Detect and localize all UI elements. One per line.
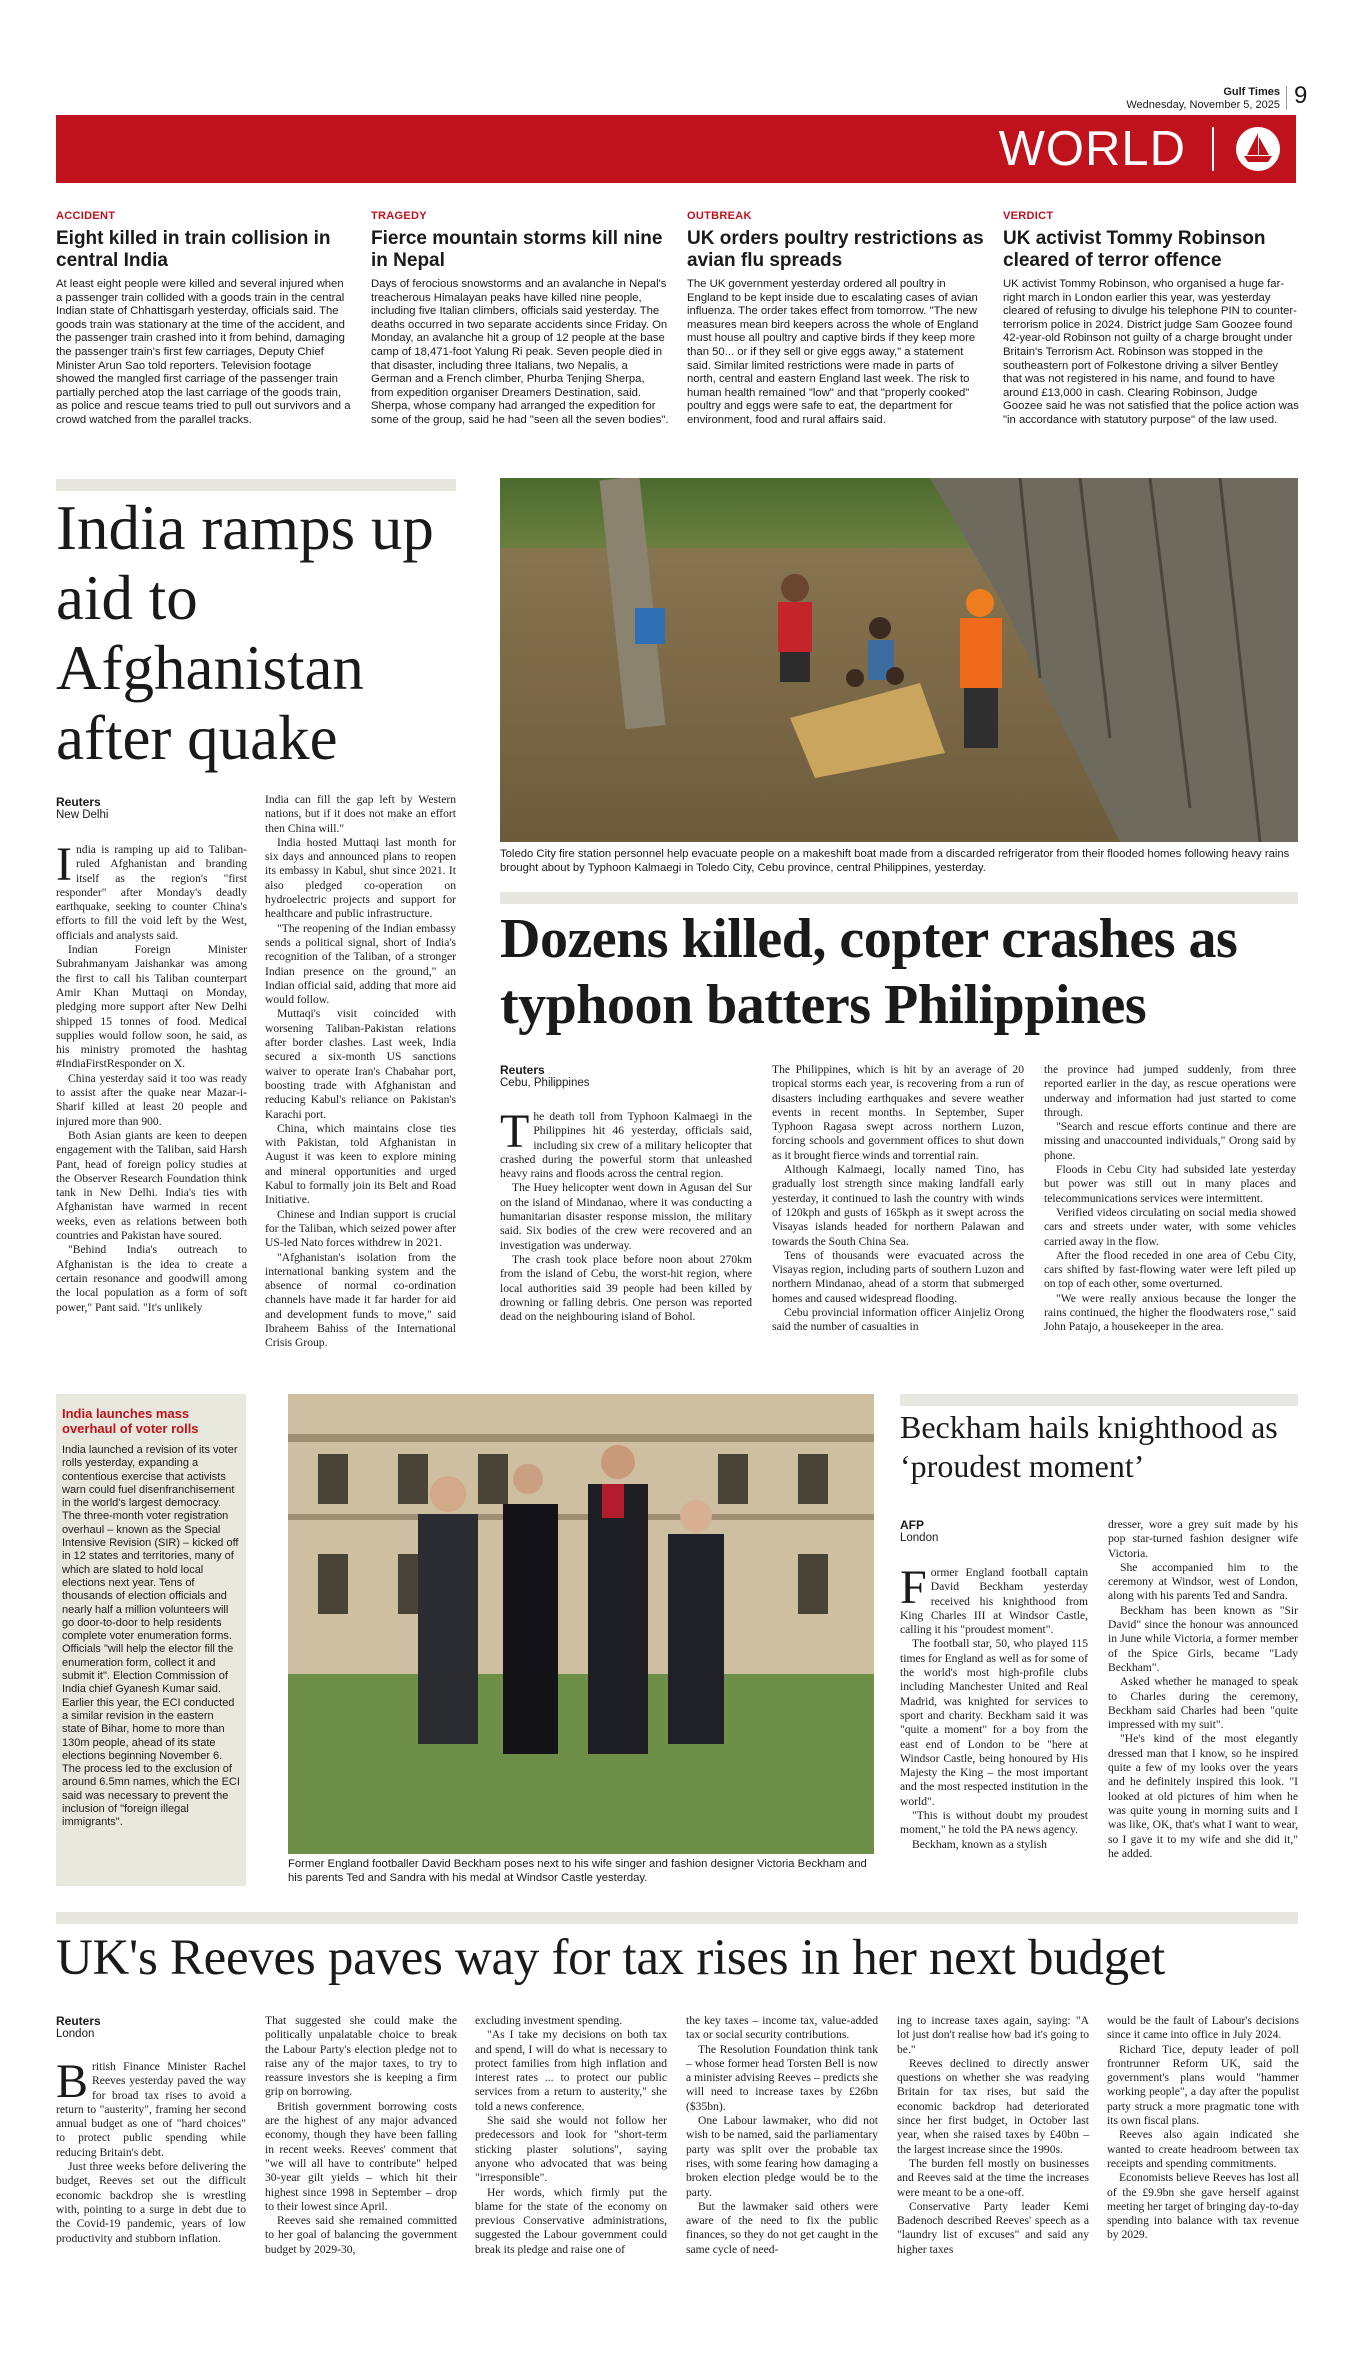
issue-date: Wednesday, November 5, 2025 (1126, 99, 1280, 111)
paragraph: Chinese and Indian support is crucial for the Taliban, which seized power after US-led Nato forces withdrew in 2021. (265, 1207, 456, 1250)
reeves-column-1 (56, 2055, 246, 2246)
dateline: Cebu, Philippines (500, 1077, 590, 1089)
page-number: 9 (1294, 82, 1308, 109)
paragraph: "Afghanistan's isolation from the international banking system and the absence of normal co-ordination channels have made it far harder for aid and development funds to move," said Ibraheem Bahiss of the International Crisis Group. (265, 1250, 456, 1350)
banner-divider (1212, 127, 1214, 171)
paragraph: But the lawmaker said others were aware of the need to fix the public finances, so they do not get caught in the same cycle of need- (686, 2199, 878, 2256)
paragraph: "Search and rescue efforts continue and there are missing and unaccounted individuals," Orong said by phone. (1044, 1120, 1296, 1162)
brief-headline: Fierce mountain storms kill nine in Nepal (371, 228, 663, 271)
paragraph: British Finance Minister Rachel Reeves yesterday paved the way for broad tax rises to avoid a return to "austerity", framing her second annual budget as one of "hard choices" to protect public spending while reducing Britain's debt. (56, 2055, 246, 2159)
agency: AFP (900, 1518, 924, 1532)
brief-body: Days of ferocious snowstorms and an avalanche in Nepal's treacherous Himalayan peaks have killed nine people, including five Italian climbers, officials said yesterday. The deaths occurred in two separate accidents since Friday. On Monday, an avalanche hit a group of 12 people at the base camp of 18,471-foot Yalung Ri peak. Seven people died in that disaster, including three Italians, two Nepalis, a German and a French climber, Phurba Tenjing Sherpa, from expedition organiser Dreamers Destination, said. Sherpa, whose company had arranged the expedition for some of the group, said he had "seen all the seven bodies". (371, 278, 669, 426)
paragraph: China yesterday said it too was ready to assist after the quake near Mazar-i-Sharif killed at least 20 people and injured more than 900. (56, 1071, 247, 1128)
masthead-divider (1286, 86, 1287, 110)
paragraph: Economists believe Reeves has lost all of the £9.9bn she gave herself against meeting her target of bringing day-to-day spending into balance with tax revenue by 2029. (1107, 2171, 1299, 2242)
paragraph: British government borrowing costs are the highest of any major advanced economy, though they have been falling in recent weeks. Reeves' comment that "we will all have to contribute" helped 30-year gilt yields – which hit their highest since 1998 in September – drop to their lowest since April. (265, 2099, 457, 2213)
brief-accident (56, 210, 351, 428)
reeves-column-5 (897, 2014, 1089, 2257)
paragraph: India can fill the gap left by Western nations, but if it does not make an effort then China will." (265, 793, 456, 835)
paragraph: After the flood receded in one area of Cebu City, cars shifted by fast-flowing water were left piled up on top of each other, some overturned. (1044, 1248, 1296, 1291)
paragraph: "This is without doubt my proudest moment," he told the PA news agency. (900, 1809, 1088, 1837)
beckham-caption: Former England footballer David Beckham poses next to his wife singer and fashion designer Victoria Beckham and his parents Ted and Sandra with his medal at Windsor Castle yesterday. (288, 1858, 867, 1884)
paragraph: Indian Foreign Minister Subrahmanyam Jaishankar was among the first to call his Taliban counterpart Amir Khan Muttaqi on Monday, pledging more support after New Delhi shipped 15 tonnes of food. Medical supplies would follow soon, he said, as his ministry promoted the hashtag #IndiaFirstResponder on X. (56, 943, 247, 1071)
typhoon-column-1 (500, 1105, 752, 1324)
paragraph: The crash took place before noon about 270km from the island of Cebu, the worst-hit region, where local authorities said 39 people had been killed by drowning or falling debris. One person was reported dead on the neighbouring island of Bohol. (500, 1252, 752, 1324)
section-rule (900, 1394, 1298, 1406)
paragraph: Beckham has been known as "Sir David" since the honour was announced in June while Victoria, a former member of the Spice Girls, became "Lady Beckham". (1108, 1603, 1298, 1674)
paragraph: The Philippines, which is hit by an average of 20 tropical storms each year, is recovering from a run of disasters including earthquakes and severe weather events in recent months. In September, Super Typhoon Ragasa swept across northern Luzon, forcing schools and government offices to shut down as it brought fierce winds and torrential rain. (772, 1063, 1024, 1162)
brief-category: VERDICT (1003, 210, 1054, 222)
paragraph: The Resolution Foundation think tank – whose former head Torsten Bell is now a minister advising Reeves – predicts she will need to increase taxes by £26bn ($35bn). (686, 2042, 878, 2113)
paragraph: China, which maintains close ties with Pakistan, told Afghanistan in August it was keen to explore mining and mineral opportunities and urged Kabul to formally join its Belt and Road Initiative. (265, 1121, 456, 1207)
paragraph: India hosted Muttaqi last month for six days and announced plans to reopen its embassy in Kabul, shut since 2021. It also pledged co-operation on hydroelectric projects and support for healthcare and public infrastructure. (265, 835, 456, 921)
section-rule (56, 1912, 1298, 1924)
paragraph: Just three weeks before delivering the budget, Reeves set out the difficult economic backdrop she is wrestling with, pointing to a surge in debt due to the Covid-19 pandemic, years of low productivity and stubborn inflation. (56, 2160, 246, 2245)
paragraph: would be the fault of Labour's decisions since it came into office in July 2024. (1107, 2014, 1299, 2042)
brief-headline: UK orders poultry restrictions as avian flu spreads (687, 228, 984, 271)
paragraph: "He's kind of the most elegantly dressed man that I know, so he inspired quite a few of my looks over the years and he definitely inspired this look. "I looked at old pictures of him when he was quite young in morning suits and I was like, OK, that's what I want to wear, so I gave it to my wife and she did it," he added. (1108, 1732, 1298, 1860)
reeves-headline: UK's Reeves paves way for tax rises in her next budget (56, 1930, 1166, 1986)
section-banner (56, 115, 1296, 183)
brief-body: The UK government yesterday ordered all poultry in England to be kept inside due to escalating cases of avian influenza. The order takes effect from tomorrow. "The new measures mean bird keepers across the whole of England must house all poultry and captive birds if they keep more than 50... or if they sell or give eggs away," a statement said. Similar limited restrictions were made in parts of north, central and eastern England last week. The risk to human health remained "low" and that "properly cooked" poultry and eggs were safe to eat, the department for environment, food and rural affairs said. (687, 278, 979, 426)
beckham-column-2 (1108, 1518, 1298, 1861)
paragraph: Although Kalmaegi, locally named Tino, has gradually lost strength since making landfall early yesterday, it continued to lash the country with winds of 120kph and gusts of 165kph as it swept across the Visayas islands headed for northern Palawan and towards the South China Sea. (772, 1163, 1024, 1248)
paragraph: The football star, 50, who played 115 times for England as well as for some of the world's most high-profile clubs including Manchester United and Real Madrid, was knighted for services to sport and charity. Beckham said it was "quite a moment" for a boy from the east end of London to be "here at Windsor Castle, being honoured by His Majesty the King – the most important and the most respected institution in the world". (900, 1637, 1088, 1808)
paper-name: Gulf Times (1223, 86, 1280, 98)
paragraph: Cebu provincial information officer Ainjeliz Orong said the number of casualties in (772, 1306, 1024, 1334)
beckham-column-1 (900, 1561, 1088, 1852)
paragraph: Muttaqi's visit coincided with worsening Taliban-Pakistan relations after border clashes. Last week, India secured a six-month US sanctions waiver to operate Iran's Chabahar port, boosting trade with Afghanistan and reducing Kabul's reliance on Pakistan's Karachi port. (265, 1007, 456, 1121)
paragraph: dresser, wore a grey suit made by his pop star-turned fashion designer wife Victoria. (1108, 1518, 1298, 1560)
dhow-logo-icon (1234, 125, 1282, 173)
paragraph: "The reopening of the Indian embassy sends a political signal, short of India's recognition of the Taliban, of a stronger Indian presence on the ground," an Indian official said, adding that more aid would follow. (265, 921, 456, 1007)
brief-verdict (1003, 210, 1299, 428)
india-headline: India ramps up aid to Afghanistan after quake (56, 493, 434, 773)
paragraph: ing to increase taxes again, saying: "A lot just don't realise how bad it's going to be." (897, 2014, 1089, 2056)
typhoon-caption: Toledo City fire station personnel help evacuate people on a makeshift boat made from a discarded refrigerator from their flooded homes following heavy rains brought about by Typhoon Kalmaegi in Toledo City, Cebu province, central Philippines, yesterday. (500, 848, 1290, 874)
dateline: London (900, 1532, 939, 1544)
typhoon-byline (500, 1063, 630, 1089)
section-rule (500, 892, 1298, 904)
beckham-photo (288, 1394, 874, 1854)
paragraph: excluding investment spending. (475, 2014, 623, 2027)
paragraph: Reeves said she remained committed to her goal of balancing the government budget by 2029-30, (265, 2214, 457, 2256)
voter-box (56, 1394, 246, 1886)
paragraph: India is ramping up aid to Taliban-ruled Afghanistan and branding itself as the region's "first responder" after Monday's deadly earthquake, seeking to counter China's efforts to fill the void left by the West, officials and analysts said. (56, 838, 247, 942)
india-column-2 (265, 793, 456, 1351)
reeves-column-4 (686, 2014, 878, 2257)
brief-headline: UK activist Tommy Robinson cleared of terror offence (1003, 228, 1266, 271)
brief-body: UK activist Tommy Robinson, who organised a huge far-right march in London earlier this year, was yesterday cleared of refusing to divulge his telephone PIN to counter-terrorism police in 2024. District judge Sam Goozee found 42-year-old Robinson not guilty of a charge brought under Britain's Terrorism Act. Robinson was stopped in the southeastern port of Folkestone driving a silver Bentley that was not registered in his name, and found to have around £13,000 in cash. Clearing Robinson, Judge Goozee said he was not satisfied that the police action was "in accordance with statutory purpose" of the law used. (1003, 278, 1299, 426)
typhoon-photo-art (500, 478, 1298, 842)
paragraph: Asked whether he managed to speak to Charles during the ceremony, Beckham said Charles had been "quite impressed with my suit". (1108, 1675, 1298, 1732)
paragraph: One Labour lawmaker, who did not wish to be named, said the parliamentary party was split over the probable tax rises, with some fearing how damaging a broken election pledge would be to the party. (686, 2114, 878, 2199)
india-byline (56, 795, 166, 821)
brief-category: OUTBREAK (687, 210, 752, 222)
paragraph: Verified videos circulating on social media showed cars and streets under water, with some vehicles carried away in the flow. (1044, 1205, 1296, 1248)
paragraph: Conservative Party leader Kemi Badenoch described Reeves' speech as a "laundry list of excuses" and said any higher taxes (897, 2199, 1089, 2256)
india-column-1 (56, 838, 247, 1315)
paragraph: Both Asian giants are keen to deepen engagement with the Taliban, said Harsh Pant, head of foreign policy studies at the Observer Research Foundation think tank in New Delhi. India's ties with Afghanistan have warmed in recent weeks, even as relations between both countries and Pakistan have soured. (56, 1128, 247, 1243)
voter-body: India launched a revision of its voter rolls yesterday, expanding a contentious exercise that activists warn could fuel disenfranchisement in the world's largest democracy. The three-month voter registration overhaul – known as the Special Intensive Revision (SIR) – kicked off in 12 states and territories, many of which are slated to hold local elections next year. Tens of thousands of election officials and nearly half a million volunteers will go door-to-door to help residents complete voter enumeration forms. Officials "will help the elector fill the enumeration form, collect it and submit it". Election Commission of India chief Gyanesh Kumar said. Earlier this year, the ECI conducted a similar revision in the eastern state of Bihar, home to more than 130m people, ahead of its state elections beginning November 6. The process led to the exclusion of around 6.5mn names, which the ECI said was necessary to prevent the inclusion of "foreign illegal immigrants". (62, 1444, 240, 1829)
paragraph: Reeves declined to directly answer questions on whether she was readying Britain for tax rises, but said the economic backdrop had deteriorated since her first budget, in October last year, when she raised taxes by £40bn – the largest increase since the 1990s. (897, 2056, 1089, 2156)
brief-body: At least eight people were killed and several injured when a passenger train collided with a goods train in the central Indian state of Chhattisgarh yesterday, officials said. The goods train was stationary at the time of the accident, and the passenger train crashed into it from behind, damaging the passenger train's first few carriages, Deputy Chief Minister Arun Sao told reporters. Television footage showed the mangled first carriage of the passenger train partially perched atop the last carriage of the goods train, as police and rescue teams tried to pull out survivors and a crowd watched from the parallel tracks. (56, 278, 351, 426)
paragraph: the province had jumped suddenly, from three reported earlier in the day, as rescue operations were underway and information had just started to come through. (1044, 1063, 1296, 1119)
section-title: WORLD (998, 122, 1186, 176)
typhoon-headline: Dozens killed, copter crashes as typhoon batters Philippines (500, 908, 1238, 1036)
agency: Reuters (56, 2014, 101, 2028)
brief-tragedy (371, 210, 669, 428)
typhoon-column-2 (772, 1063, 1024, 1335)
paragraph: Reeves also again indicated she wanted to create headroom between tax receipts and spending commitments. (1107, 2128, 1299, 2170)
paragraph: Floods in Cebu City had subsided late yesterday but power was still out in many places and telecommunications services were intermittent. (1044, 1163, 1296, 1205)
paragraph: "Behind India's outreach to Afghanistan is the idea to create a certain resonance and goodwill among the local population as a form of soft power," Pant said. "It's unlikely (56, 1243, 247, 1314)
typhoon-photo (500, 478, 1298, 842)
paragraph: Richard Tice, deputy leader of poll frontrunner Reform UK, said the government's plans would "hammer working people", a day after the populist party struck a more pragmatic tone with its own fiscal plans. (1107, 2042, 1299, 2128)
paragraph: Former England football captain David Beckham yesterday received his knighthood from King Charles III at Windsor Castle, calling it his "proudest moment". (900, 1561, 1088, 1637)
paragraph: "As I take my decisions on both tax and spend, I will do what is necessary to protect families from high inflation and interest rates ... to protect our public services from a return to austerity," she told a news conference. (475, 2028, 667, 2113)
beckham-photo-art (288, 1394, 874, 1854)
paragraph: She said she would not follow her predecessors and look for "short-term sticking plaster solutions", saying anyone who advocated that was being "irresponsible". (475, 2114, 667, 2185)
brief-outbreak (687, 210, 985, 428)
agency: Reuters (56, 795, 101, 809)
typhoon-column-3 (1044, 1063, 1296, 1335)
paragraph: Beckham, known as a stylish (912, 1837, 1047, 1851)
paragraph: Her words, which firmly put the blame for the state of the economy on previous Conservative administrations, suggested the Labour government could break its pledge and raise one of (475, 2185, 667, 2256)
brief-category: ACCIDENT (56, 210, 116, 222)
dateline: London (56, 2028, 95, 2040)
paragraph: Tens of thousands were evacuated across the Visayas region, including parts of southern Luzon and northern Mindanao, ahead of a storm that submerged homes and caused widespread flooding. (772, 1248, 1024, 1305)
dateline: New Delhi (56, 809, 109, 821)
paragraph: That suggested she could make the politically unpalatable choice to break the Labour Party's election pledge not to raise any of the major taxes, to try to reassure investors she is keeping a firm grip on borrowing. (265, 2014, 457, 2099)
reeves-column-6 (1107, 2014, 1299, 2243)
paragraph: "We were really anxious because the longer the rains continued, the higher the floodwaters rose," said John Patajo, a housekeeper in the area. (1044, 1291, 1296, 1334)
paragraph: the key taxes – income tax, value-added tax or social security contributions. (686, 2014, 878, 2042)
reeves-byline (56, 2014, 166, 2040)
voter-headline: India launches mass overhaul of voter rolls (62, 1406, 199, 1436)
brief-category: TRAGEDY (371, 210, 427, 222)
agency: Reuters (500, 1063, 545, 1077)
paragraph: The burden fell mostly on businesses and Reeves said at the time the increases were meant to be a one-off. (897, 2156, 1089, 2199)
beckham-headline: Beckham hails knighthood as ‘proudest moment’ (900, 1409, 1278, 1484)
beckham-byline (900, 1518, 1000, 1544)
paragraph: The Huey helicopter went down in Agusan del Sur on the island of Mindanao, where it was conducting a humanitarian disaster response mission, the military said. Six bodies of the crew were recovered and an investigation was underway. (500, 1181, 752, 1252)
reeves-column-2 (265, 2014, 457, 2257)
paragraph: She accompanied him to the ceremony at Windsor, west of London, along with his parents Ted and Sandra. (1108, 1560, 1298, 1603)
paragraph: The death toll from Typhoon Kalmaegi in the Philippines hit 46 yesterday, officials said, including six crew of a military helicopter that crashed during the powerful storm that unleashed heavy rains and floods across the central region. (500, 1105, 752, 1181)
section-rule (56, 479, 456, 491)
brief-headline: Eight killed in train collision in central India (56, 228, 331, 271)
reeves-column-3 (475, 2014, 667, 2257)
